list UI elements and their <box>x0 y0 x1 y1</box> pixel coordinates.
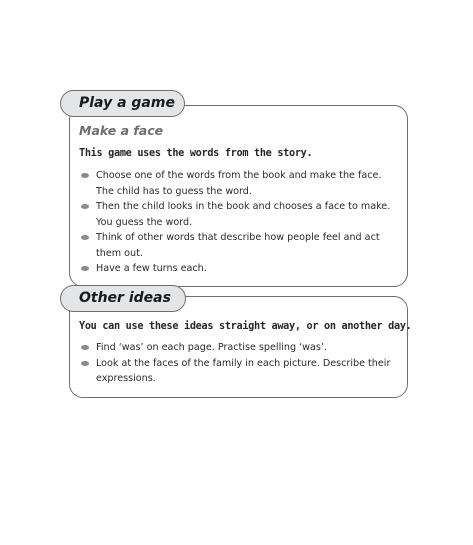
other-ideas-intro: You can use these ideas straight away, or on another day. <box>79 321 412 332</box>
list-item-text: Look at the faces of the family in each picture. Describe their expressions. <box>96 357 391 384</box>
bullet-icon <box>81 345 89 350</box>
list-item-text: Have a few turns each. <box>96 263 207 274</box>
list-item <box>79 230 401 261</box>
list-item <box>79 356 401 387</box>
play-game-heading: Play a game <box>60 90 185 117</box>
bullet-icon <box>81 173 89 178</box>
list-item-text: Choose one of the words from the book and make the face. The child has to guess the word. <box>96 170 382 197</box>
list-item <box>79 261 401 277</box>
list-item <box>79 168 401 199</box>
make-a-face-subheading: Make a face <box>79 123 164 138</box>
bullet-icon <box>81 266 89 271</box>
list-item-text: Then the child looks in the book and chooses a face to make. You guess the word. <box>96 201 391 228</box>
play-game-intro: This game uses the words from the story. <box>79 148 313 159</box>
list-item-text: Think of other words that describe how people feel and act them out. <box>96 232 380 259</box>
list-item <box>79 199 401 230</box>
list-item-text: Find ‘was’ on each page. Practise spelling ‘was’. <box>96 342 327 353</box>
other-ideas-heading: Other ideas <box>60 285 186 312</box>
bullet-icon <box>81 204 89 209</box>
play-game-list <box>79 168 401 277</box>
bullet-icon <box>81 361 89 366</box>
other-ideas-list <box>79 340 401 387</box>
bullet-icon <box>81 235 89 240</box>
list-item <box>79 340 401 356</box>
